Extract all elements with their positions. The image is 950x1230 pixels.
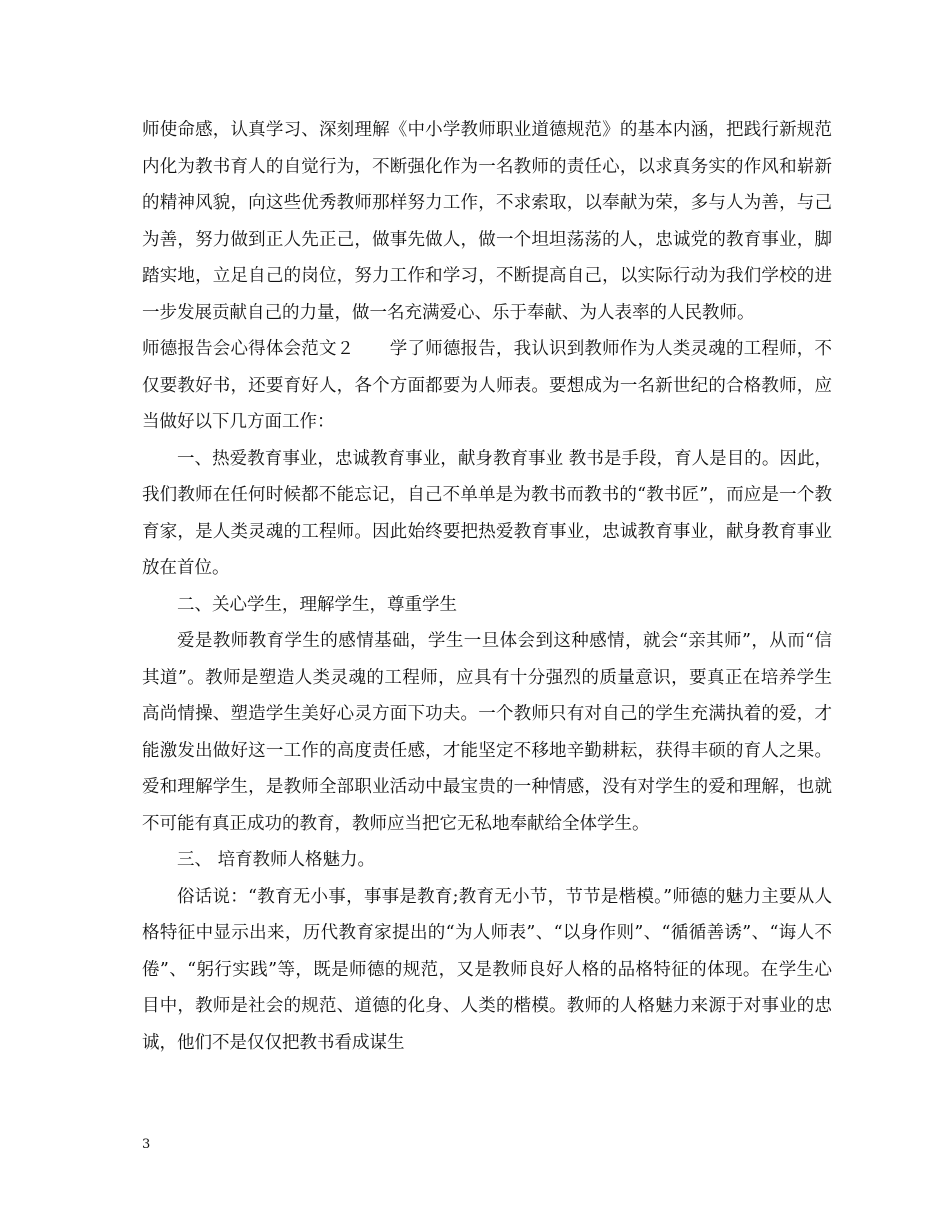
paragraph-section-3-heading: 三、 培育教师人格魅力。 bbox=[177, 850, 376, 870]
page-number: 3 bbox=[142, 1137, 151, 1152]
paragraph-essay-2-intro: 师德报告会心得体会范文２ 学了师德报告，我认识到教师作为人类灵魂的工程师，不仅要教好书，还要育好人，各个方面都要为人师表。要想成为一名新世纪的合格教师，应当做好以下几方面工作： bbox=[142, 339, 832, 432]
paragraph-section-2-heading: 二、关心学生，理解学生，尊重学生 bbox=[177, 594, 457, 615]
paragraph-section-1-love-education: 一、热爱教育事业，忠诚教育事业，献身教育事业 教书是手段，育人是目的。因此，我们教师在任何时候都不能忘记，自己不单单是为教书而教书的“教书匠”，而应是一个教育家，是人类灵魂的工程师。因此始终要把热爱教育事业，忠诚教育事业，献身教育事业放在首位。 bbox=[142, 448, 832, 578]
document-body bbox=[142, 112, 832, 1061]
paragraph-section-3-body: 俗话说：“教育无小事，事事是教育;教育无小节，节节是楷模。”师德的魅力主要从人格特征中显示出来，历代教育家提出的“为人师表”、“以身作则”、“循循善诱”、“诲人不倦”、“躬行实践”等，既是师德的规范，又是教师良好人格的品格特征的体现。在学生心目中，教师是社会的规范、道德的化身、人类的楷模。教师的人格魅力来源于对事业的忠诚，他们不是仅仅把教书看成谋生 bbox=[142, 886, 832, 1053]
paragraph-commitment-conclusion: 师使命感，认真学习、深刻理解《中小学教师职业道德规范》的基本内涵，把践行新规范内化为教书育人的自觉行为，不断强化作为一名教师的责任心，以求真务实的作风和崭新的精神风貌，向这些优秀教师那样努力工作，不求索取，以奉献为荣，多与人为善，与己为善，努力做到正人先正己，做事先做人，做一个坦坦荡荡的人，忠诚党的教育事业，脚踏实地，立足自己的岗位，努力工作和学习，不断提高自己，以实际行动为我们学校的进一步发展贡献自己的力量，做一名充满爱心、乐于奉献、为人表率的人民教师。 bbox=[142, 120, 832, 323]
paragraph-section-2-body: 爱是教师教育学生的感情基础，学生一旦体会到这种感情，就会“亲其师”，从而“信其道”。教师是塑造人类灵魂的工程师，应具有十分强烈的质量意识，要真正在培养学生高尚情操、塑造学生美好心灵方面下功夫。一个教师只有对自己的学生充满执着的爱，才能激发出做好这一工作的高度责任感，才能坚定不移地辛勤耕耘，获得丰硕的育人之果。爱和理解学生，是教师全部职业活动中最宝贵的一种情感，没有对学生的爱和理解，也就不可能有真正成功的教育，教师应当把它无私地奉献给全体学生。 bbox=[142, 631, 832, 834]
